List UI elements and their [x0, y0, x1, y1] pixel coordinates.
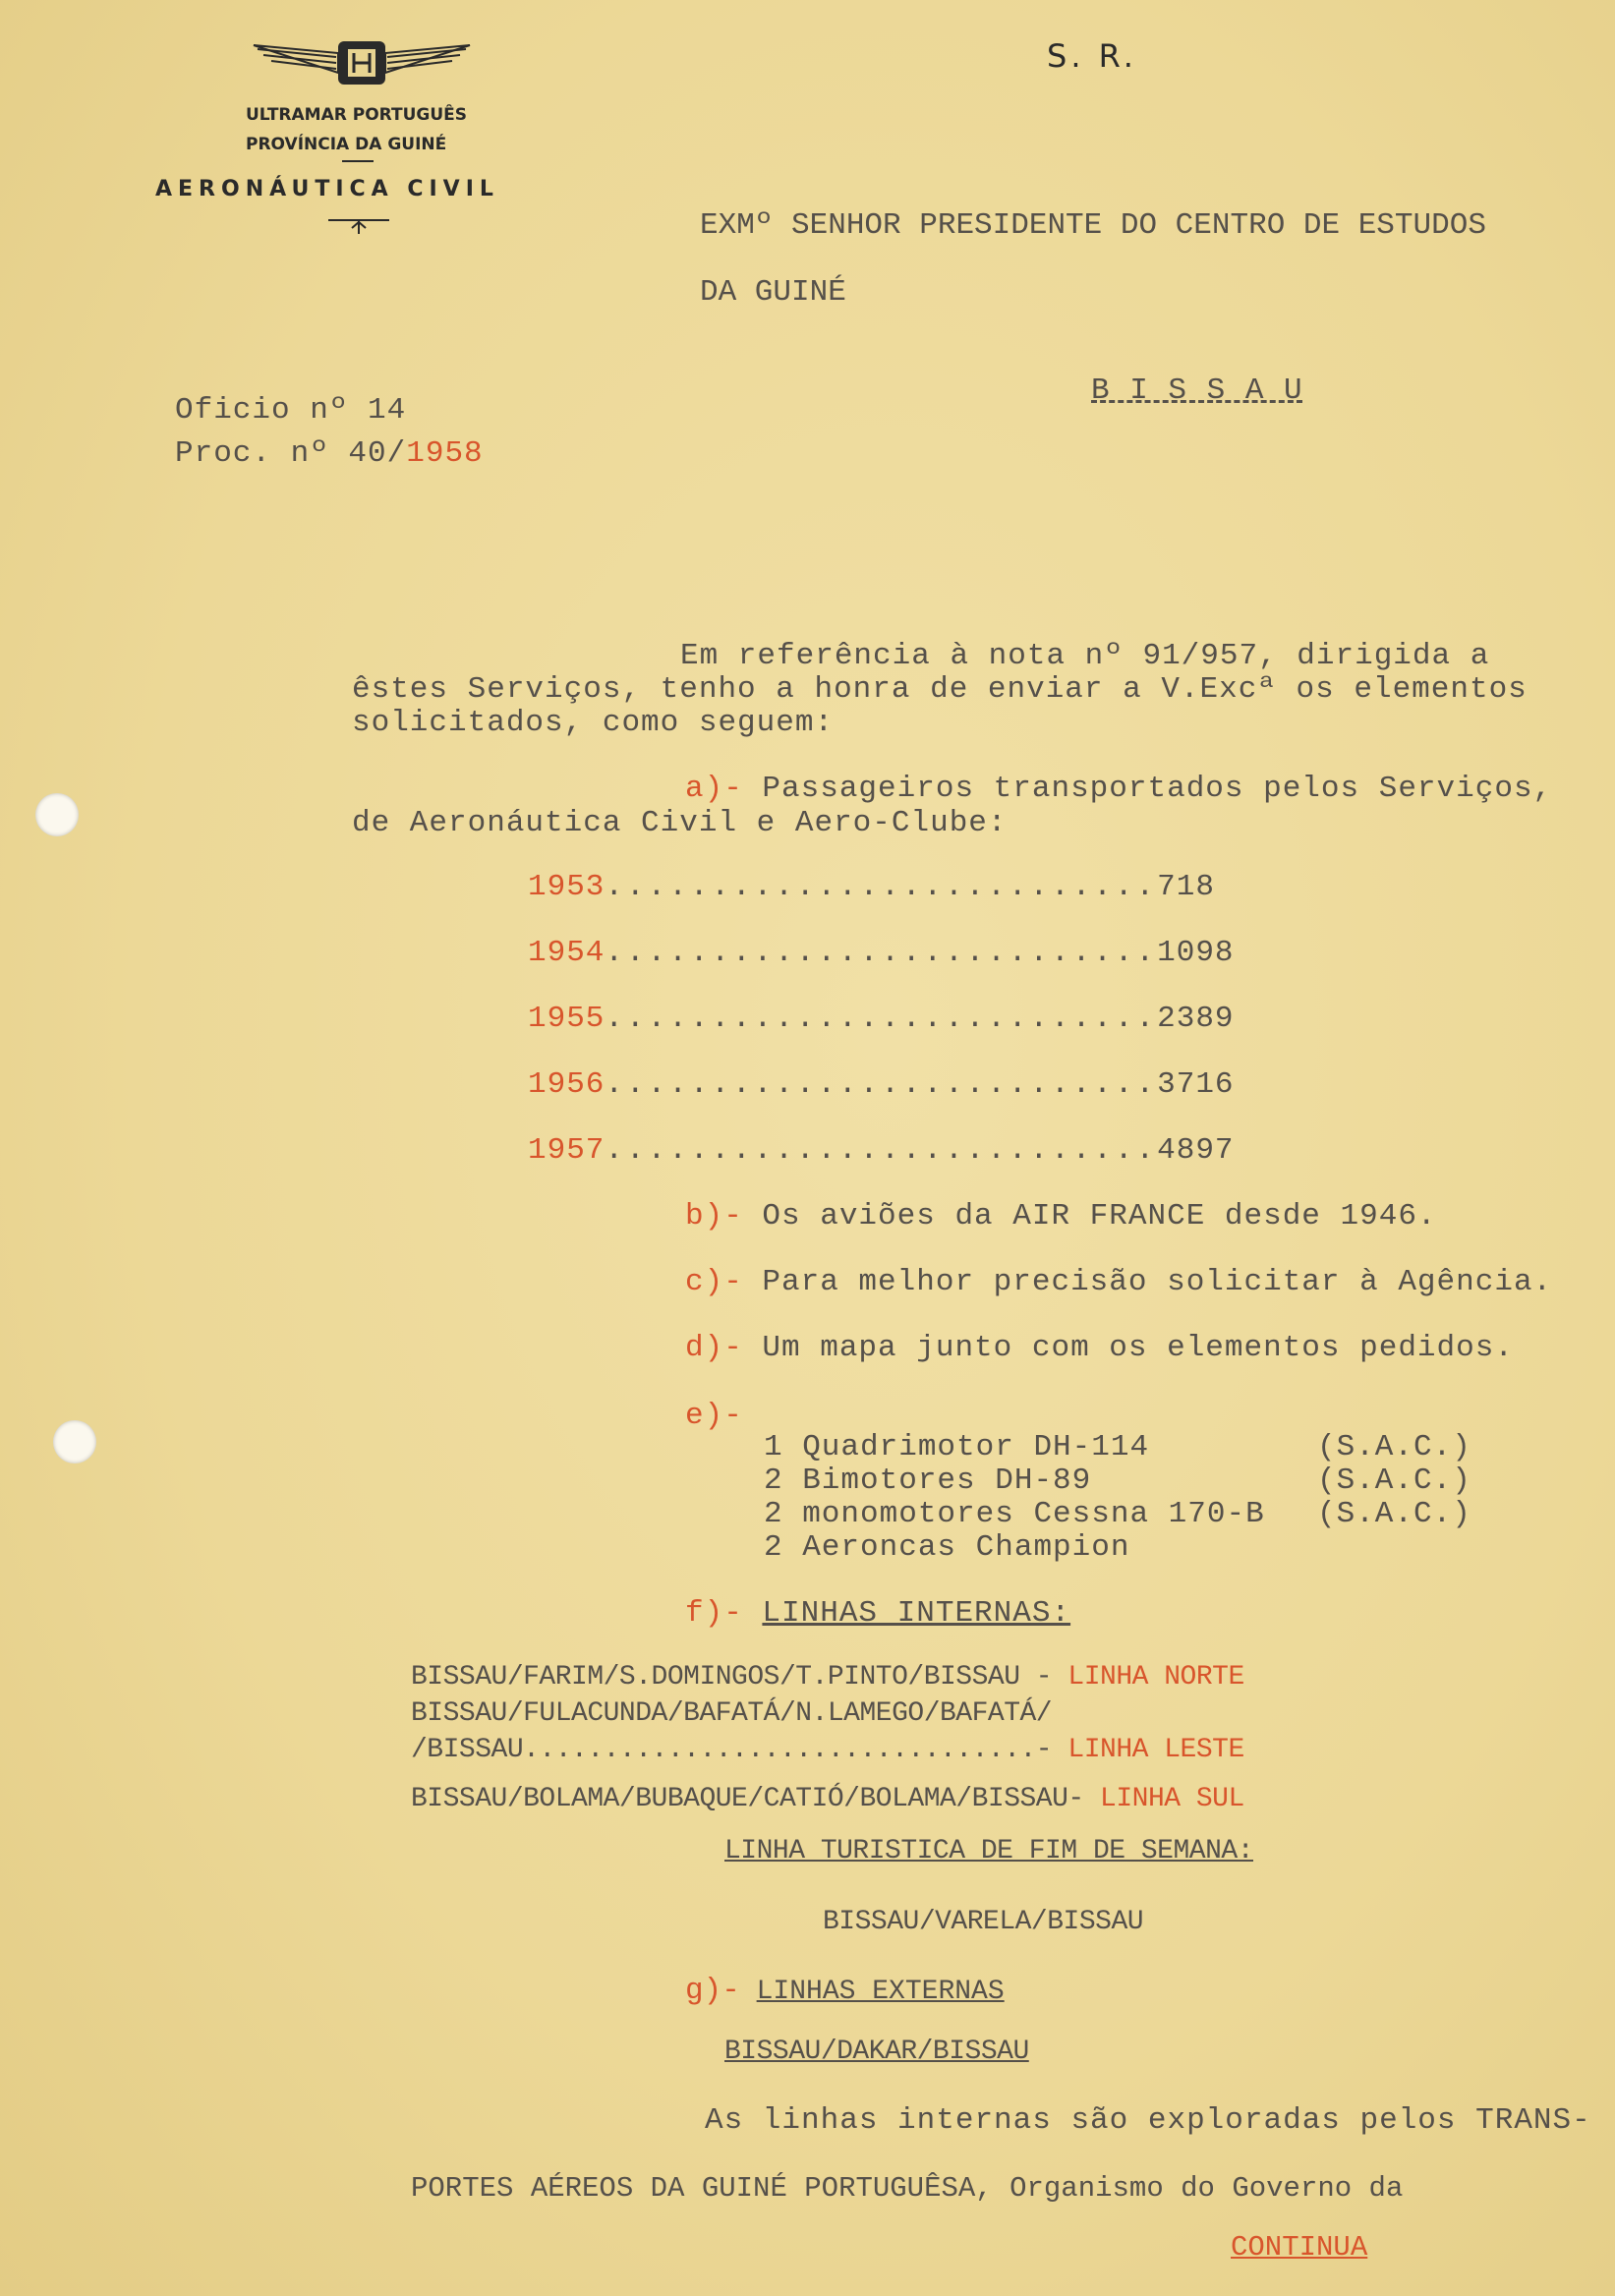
small-wings-icon	[326, 216, 391, 236]
item-b	[685, 1199, 1437, 1234]
route-norte-text: BISSAU/FARIM/S.DOMINGOS/T.PINTO/BISSAU -	[411, 1662, 1068, 1693]
tourist-route: BISSAU/VARELA/BISSAU	[823, 1907, 1144, 1937]
passenger-row	[528, 1002, 1235, 1036]
row-value: 1098	[1157, 936, 1235, 970]
item-e-label: e)-	[685, 1399, 743, 1433]
route-leste-text: /BISSAU................................-	[411, 1735, 1068, 1765]
route-sul	[411, 1784, 1244, 1814]
aircraft-owner: (S.A.C.)	[1317, 1497, 1471, 1531]
row-year: 1953	[528, 870, 606, 904]
route-norte	[411, 1662, 1244, 1693]
row-value: 4897	[1157, 1133, 1235, 1168]
aircraft-item: 2 Aeroncas Champion	[764, 1530, 1130, 1565]
row-dots: ..........................	[605, 1067, 1158, 1102]
row-year: 1954	[528, 936, 606, 970]
continua-mark: CONTINUA	[1231, 2231, 1368, 2264]
route-norte-name: LINHA NORTE	[1067, 1662, 1244, 1693]
addressee-line2: DA GUINÉ	[700, 275, 846, 310]
row-value: 3716	[1157, 1067, 1235, 1102]
external-route: BISSAU/DAKAR/BISSAU	[724, 2037, 1029, 2067]
passenger-row	[528, 870, 1215, 904]
item-g-heading: LINHAS EXTERNAS	[756, 1977, 1005, 2007]
punch-hole	[53, 1420, 96, 1464]
item-a-label: a)-	[685, 772, 743, 806]
aircraft-item: 2 Bimotores DH-89	[764, 1464, 1092, 1498]
letterhead-line2: PROVÍNCIA DA GUINÉ	[246, 135, 447, 154]
passenger-row	[528, 1133, 1235, 1168]
item-g-label: g)-	[685, 1974, 740, 2008]
row-dots: ..........................	[605, 1002, 1158, 1036]
passenger-row	[528, 936, 1235, 970]
intro-line1: Em referência à nota nº 91/957, dirigida a	[680, 639, 1490, 673]
route-leste-line1: BISSAU/FULACUNDA/BAFATÁ/N.LAMEGO/BAFATÁ/	[411, 1698, 1053, 1729]
item-a-line1	[685, 772, 1552, 806]
route-sul-name: LINHA SUL	[1100, 1784, 1244, 1814]
proc-number	[175, 436, 484, 471]
row-dots: ..........................	[605, 870, 1158, 904]
row-dots: ..........................	[605, 936, 1158, 970]
item-f	[685, 1596, 1070, 1631]
item-d-text: Um mapa junto com os elementos pedidos.	[762, 1331, 1514, 1365]
intro-line3: solicitados, como seguem:	[352, 706, 835, 740]
item-d-label: d)-	[685, 1331, 743, 1365]
passenger-row	[528, 1067, 1235, 1102]
aircraft-item: 1 Quadrimotor DH-114	[764, 1430, 1150, 1464]
row-year: 1956	[528, 1067, 606, 1102]
item-b-label: b)-	[685, 1199, 743, 1234]
letterhead-short-rule	[342, 160, 374, 162]
item-c-text: Para melhor precisão solicitar à Agência.	[762, 1265, 1553, 1299]
addressee-line1: EXMº SENHOR PRESIDENTE DO CENTRO DE ESTUDOS	[700, 208, 1486, 243]
item-a-line2: de Aeronáutica Civil e Aero-Clube:	[352, 806, 1008, 840]
route-sul-text: BISSAU/BOLAMA/BUBAQUE/CATIÓ/BOLAMA/BISSAU-	[411, 1784, 1101, 1814]
route-leste	[411, 1735, 1244, 1765]
aircraft-item: 2 monomotores Cessna 170-B	[764, 1497, 1265, 1531]
row-year: 1955	[528, 1002, 606, 1036]
item-b-text: Os aviões da AIR FRANCE desde 1946.	[762, 1199, 1437, 1234]
letterhead-dept: AERONÁUTICA CIVIL	[155, 177, 499, 201]
row-dots: ..........................	[605, 1133, 1158, 1168]
item-f-label: f)-	[685, 1596, 743, 1631]
item-f-heading: LINHAS INTERNAS:	[762, 1596, 1071, 1631]
item-d	[685, 1331, 1514, 1365]
sr-mark: S. R.	[1047, 37, 1137, 75]
aircraft-owner: (S.A.C.)	[1317, 1430, 1471, 1464]
item-a-text: Passageiros transportados pelos Serviços,	[762, 772, 1553, 806]
proc-prefix: Proc. nº 40/	[175, 436, 407, 471]
item-g	[685, 1974, 1005, 2008]
closing-line2: PORTES AÉREOS DA GUINÉ PORTUGUÊSA, Organismo do Governo da	[411, 2172, 1404, 2205]
row-value: 718	[1157, 870, 1215, 904]
row-year: 1957	[528, 1133, 606, 1168]
row-value: 2389	[1157, 1002, 1235, 1036]
tourist-heading: LINHA TURISTICA DE FIM DE SEMANA:	[724, 1836, 1253, 1866]
item-c	[685, 1265, 1552, 1299]
closing-line1: As linhas internas são exploradas pelos TRANS-	[705, 2103, 1591, 2138]
letterhead-line1: ULTRAMAR PORTUGUÊS	[246, 105, 468, 125]
route-leste-name: LINHA LESTE	[1067, 1735, 1244, 1765]
intro-line2: êstes Serviços, tenho a honra de enviar a V.Excª os elementos	[352, 672, 1528, 707]
item-c-label: c)-	[685, 1265, 743, 1299]
addressee-city: B I S S A U	[1091, 373, 1303, 408]
oficio-number: Oficio nº 14	[175, 393, 407, 428]
aircraft-owner: (S.A.C.)	[1317, 1464, 1471, 1498]
proc-year: 1958	[406, 436, 484, 471]
punch-hole	[35, 793, 79, 836]
winged-emblem-icon	[244, 35, 480, 96]
